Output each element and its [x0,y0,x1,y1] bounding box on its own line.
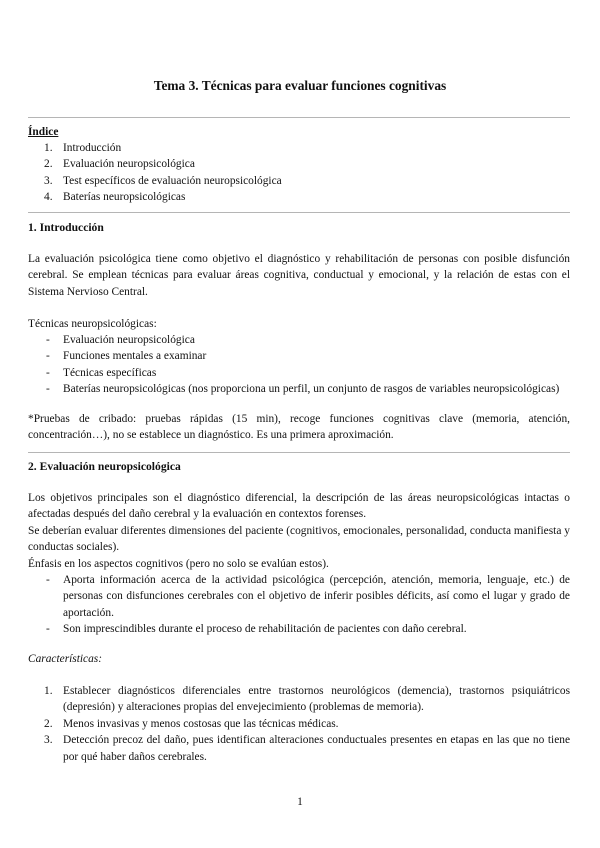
page-title: Tema 3. Técnicas para evaluar funciones cognitivas [153,78,447,93]
evaluation-p3: Énfasis en los aspectos cognitivos (pero no solo se evalúan estos). [28,557,329,570]
index-list [28,140,570,206]
techniques-label: Técnicas neuropsicológicas: [28,318,157,330]
techniques-list [28,332,570,398]
list-item: - Funciones mentales a examinar [46,350,207,363]
index-item[interactable]: 1. Introducción [44,142,122,154]
characteristics-list [28,683,570,765]
index-item[interactable]: 4. Baterías neuropsicológicas [44,191,186,204]
evaluation-p2: Se deberían evaluar diferentes dimensiones del paciente (cognitivos, emocionales, personalidad, conducta manifiesta y conductas sociales). [28,524,570,554]
list-item: - Evaluación neuropsicológica [46,334,195,346]
list-item: - Aporta información acerca de la actividad psicológica (percepción, atención, memoria, lenguaje, etc.) de personas con disfunciones cerebrales con el objetivo de inferir posibles déficits, así como el lugar y grado de aportación. [46,574,570,619]
divider [28,117,570,118]
characteristics-label: Características: [28,653,103,665]
section-heading-evaluation: 2. Evaluación neuropsicológica [28,460,181,473]
divider [28,452,570,453]
page-number: 1 [297,796,303,808]
evaluation-paragraphs [28,490,570,572]
index-heading: Índice [28,126,59,138]
index-item[interactable]: 2. Evaluación neuropsicológica [44,158,195,171]
divider [28,212,570,213]
list-item: 3. Detección precoz del daño, pues identifican alteraciones conductuales presentes en etapas en las que no tiene por qué haber daños cerebrales. [44,734,570,763]
list-item: - Son imprescindibles durante el proceso de rehabilitación de pacientes con daño cerebral. [46,623,467,636]
list-item: 2. Menos invasivas y menos costosas que las técnicas médicas. [44,717,339,730]
list-item: - Técnicas específicas [46,366,157,379]
evaluation-p1: Los objetivos principales son el diagnóstico diferencial, la descripción de las áreas neuropsicológicas intactas o afectadas después del daño cerebral y la evaluación en contextos forenses. [28,492,570,521]
evaluation-bullets [28,572,570,638]
list-item: 1. Establecer diagnósticos diferenciales entre trastornos neurológicos (demencia), trastornos psiquiátricos (depresión) y alteraciones propias del envejecimiento (problemas de memoria). [44,685,570,714]
screening-note: *Pruebas de cribado: pruebas rápidas (15 min), recoge funciones cognitivas clave (memoria, atención, concentración…), no se establece un diagnóstico. Es una primera aproximación. [28,413,570,442]
intro-paragraph: La evaluación psicológica tiene como objetivo el diagnóstico y rehabilitación de personas con posible disfunción cerebral. Se emplean técnicas para evaluar áreas cognitiva, conductual y emocional, y la relación de estas con el Sistema Nervioso Central. [28,253,570,298]
section-heading-introduction: 1. Introducción [28,221,104,234]
index-item[interactable]: 3. Test específicos de evaluación neuropsicológica [44,174,282,187]
list-item: - Baterías neuropsicológicas (nos proporciona un perfil, un conjunto de rasgos de variables neuropsicológicas) [46,383,560,396]
